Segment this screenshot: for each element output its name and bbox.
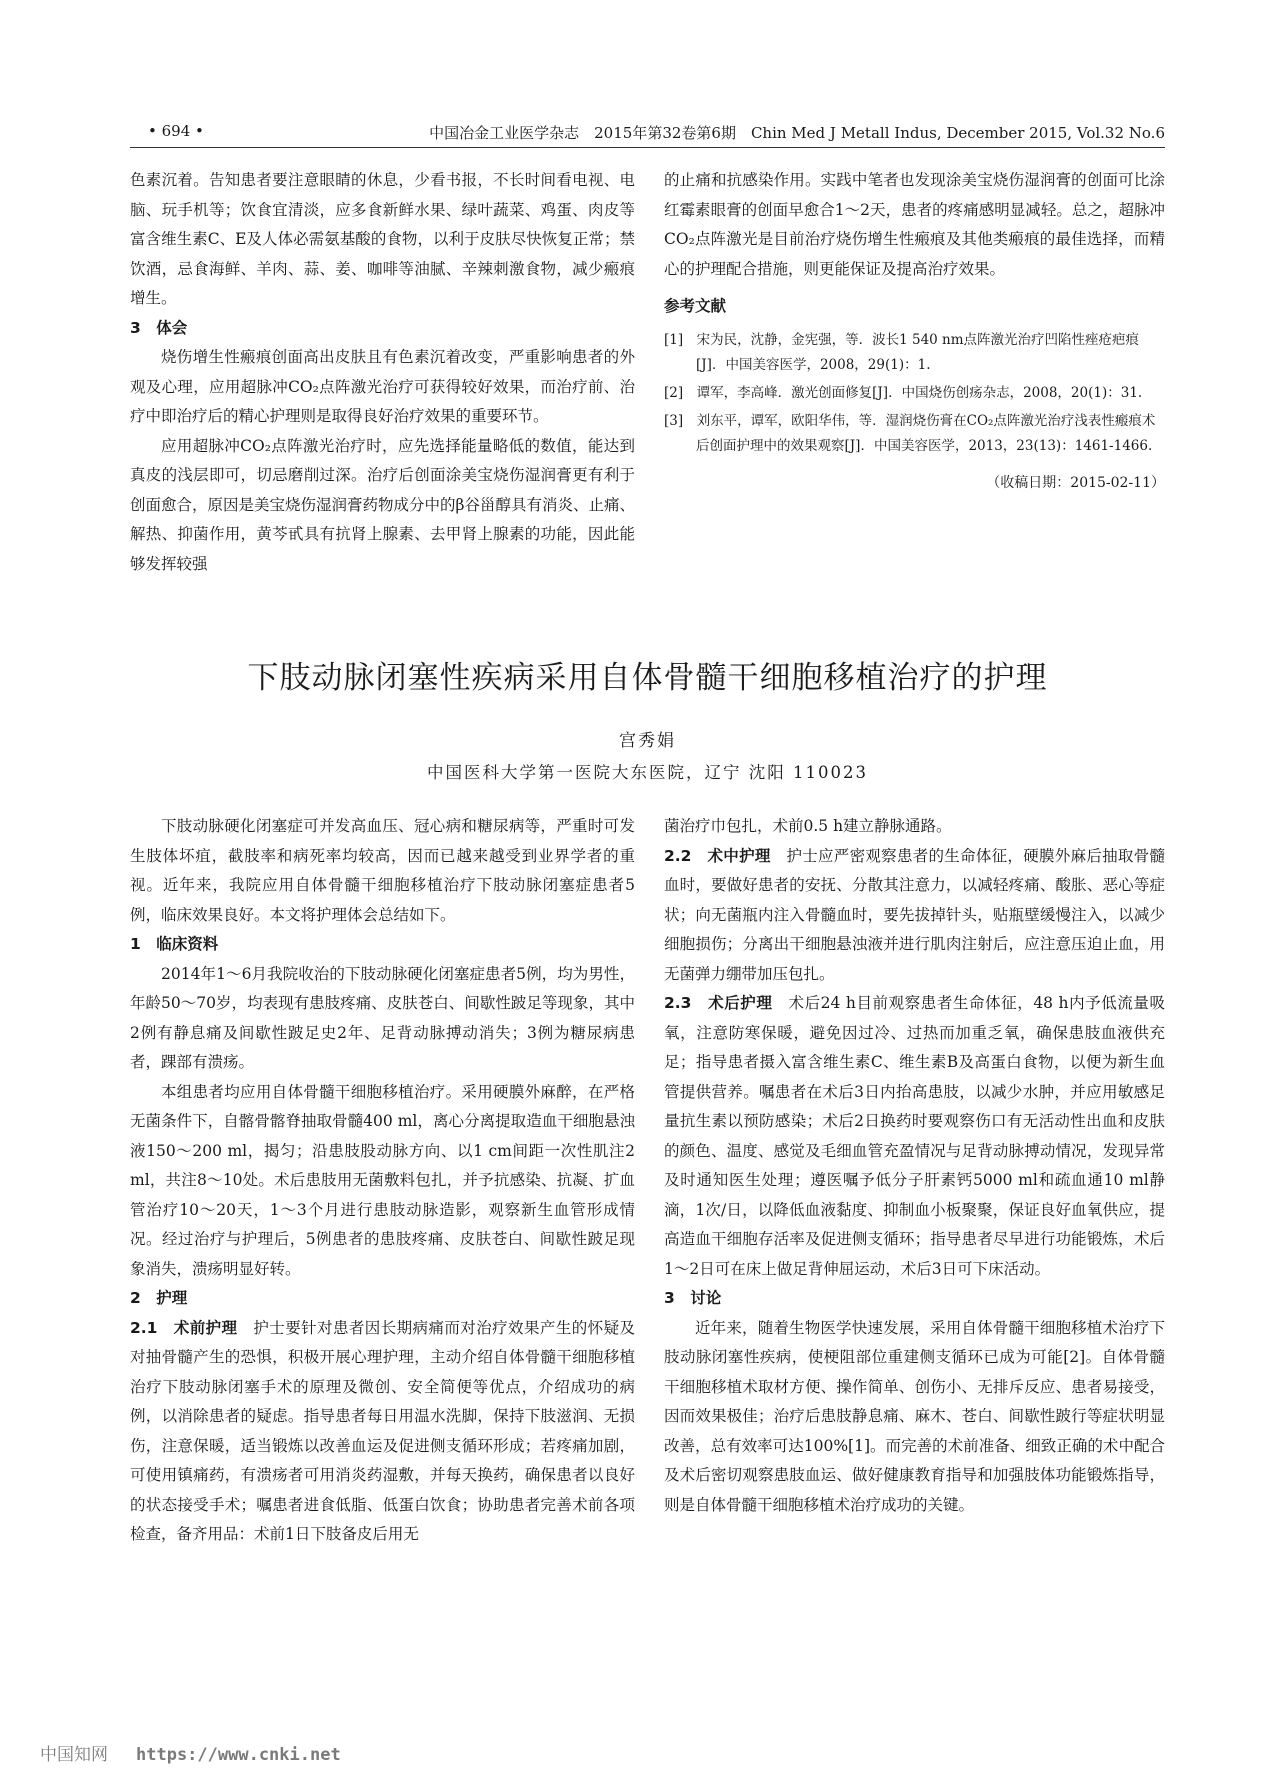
subsection-heading: 2.1 术前护理	[130, 1318, 238, 1337]
article-author: 宫秀娟	[619, 731, 676, 751]
journal-citation: 中国冶金工业医学杂志 2015年第32卷第6期 Chin Med J Metall Indus, December 2015, Vol.32 No.6	[429, 124, 1165, 142]
received-date: （收稿日期：2015-02-11）	[986, 474, 1165, 491]
cnki-watermark	[40, 1740, 341, 1770]
running-header	[130, 120, 1165, 146]
cnki-logo: 中国知网	[40, 1745, 108, 1765]
paragraph: 近年来，随着生物医学快速发展，采用自体骨髓干细胞移植术治疗下肢动脉闭塞性疾病，使梗阻部位重建侧支循环已成为可能[2]。自体骨髓干细胞移植术取材方便、操作简单、创伤小、无排斥反应、患者易接受，因而效果极佳；治疗后患肢静息痛、麻木、苍白、间歇性跛行等症状明显改善，总有效率可达100%[1]。而完善的术前准备、细致正确的术中配合及术后密切观察患肢血运、做好健康教育指导和加强肢体功能锻炼指导，则是自体骨髓干细胞移植术治疗成功的关键。	[664, 1318, 1165, 1514]
cnki-url[interactable]: https://www.cnki.net	[136, 1745, 341, 1765]
paragraph	[664, 842, 1165, 990]
reference-list	[664, 328, 1165, 459]
header-rule	[130, 147, 1165, 148]
paragraph: 烧伤增生性瘢痕创面高出皮肤且有色素沉着改变，严重影响患者的外观及心理，应用超脉冲CO₂点阵激光治疗可获得较好效果，而治疗前、治疗中即治疗后的精心护理则是取得良好治疗效果的重要环节。	[130, 348, 635, 425]
paragraph: 的止痛和抗感染作用。实践中笔者也发现涂美宝烧伤湿润膏的创面可比涂红霉素眼膏的创面早愈合1～2天，患者的疼痛感明显减轻。总之，超脉冲CO₂点阵激光是目前治疗烧伤增生性瘢痕及其他类瘢痕的最佳选择，而精心的护理配合措施，则更能保证及提高治疗效果。	[664, 171, 1165, 278]
paragraph-text: 护士应严密观察患者的生命体征，硬膜外麻后抽取骨髓血时，要做好患者的安抚、分散其注意力，以减轻疼痛、酸胀、恶心等症状；向无菌瓶内注入骨髓血时，要先拔掉针头，贴瓶壁缓慢注入，以减少细胞损伤；分离出干细胞悬浊液并进行肌肉注射后，应注意压迫止血，用无菌弹力绷带加压包扎。	[664, 846, 1165, 983]
article-title: 下肢动脉闭塞性疾病采用自体骨髓干细胞移植治疗的护理	[247, 660, 1048, 696]
paragraph-text: 术后24 h目前观察患者生命体征，48 h内予低流量吸氧，注意防寒保暖，避免因过冷、过热而加重乏氧，确保患肢血液供充足；指导患者摄入富含维生素C、维生素B及高蛋白食物，以便为新生血管提供营养。嘱患者在术后3日内抬高患肢，以减少水肿，并应用敏感足量抗生素以预防感染；术后2日换药时要观察伤口有无活动性出血和皮肤的颜色、温度、感觉及毛细血管充盈情况与足背动脉搏动情况，发现异常及时通知医生处理；遵医嘱予低分子肝素钙5000 ml和疏血通10 ml静滴，1次/日，以降低血液黏度、抑制血小板聚聚，保证良好血氧供应，提高造血干细胞存活率及促进侧支循环；指导患者尽早进行功能锻炼，术后1～2日可在床上做足背伸屈运动，术后3日可下床活动。	[664, 994, 1165, 1278]
article-affiliation: 中国医科大学第一医院大东医院，辽宁 沈阳 110023	[427, 763, 868, 782]
section-heading: 3 体会	[130, 318, 188, 337]
paragraph: 色素沉着。告知患者要注意眼睛的休息，少看书报，不长时间看电视、电脑、玩手机等；饮食宜清淡，应多食新鲜水果、绿叶蔬菜、鸡蛋、肉皮等富含维生素C、E及人体必需氨基酸的食物，以利于皮肤尽快恢复正常；禁饮酒，忌食海鲜、羊肉、蒜、姜、咖啡等油腻、辛辣刺激食物，减少瘢痕增生。	[130, 171, 635, 307]
section-heading: 2 护理	[130, 1289, 188, 1307]
references-heading: 参考文献	[664, 297, 727, 315]
reference-item: [2] 谭军，李高峰．激光创面修复[J]．中国烧伤创疡杂志，2008，20(1)：31.	[664, 384, 1143, 401]
body-right-column	[664, 812, 1165, 1520]
reference-item: [3] 刘东平，谭军，欧阳华伟，等．湿润烧伤膏在CO₂点阵激光治疗浅表性瘢痕术后创面护理中的效果观察[J]．中国美容医学，2013，23(13)：1461-1466.	[664, 412, 1156, 454]
page-number: • 694 •	[148, 122, 204, 140]
section-heading: 3 讨论	[664, 1289, 722, 1307]
paragraph: 本组患者均应用自体骨髓干细胞移植治疗。采用硬膜外麻醉，在严格无菌条件下，自髂骨髂脊抽取骨髓400 ml，离心分离提取造血干细胞悬浊液150～200 ml，揭匀；沿患肢股动脉方向、以1 cm间距一次性肌注2 ml，共注8～10处。术后患肢用无菌敷料包扎，并予抗感染、抗凝、扩血管治疗10～20天，1～3个月进行患肢动脉造影，观察新生血管形成情况。经过治疗与护理后，5例患者的患肢疼痛、皮肤苍白、间歇性跛足现象消失，溃疡明显好转。	[130, 1082, 635, 1278]
body-left-column	[130, 812, 635, 1550]
paragraph	[130, 1314, 635, 1550]
paragraph-text: 护士要针对患者因长期病痛而对治疗效果产生的怀疑及对抽骨髓产生的恐惧，积极开展心理护理，主动介绍自体骨髓干细胞移植治疗下肢动脉闭塞手术的原理及微创、安全简便等优点，介绍成功的病例，以消除患者的疑虑。指导患者每日用温水洗脚，保持下肢滋润、无损伤，注意保暖，适当锻炼以改善血运及促进侧支循环形成；若疼痛加剧，可使用镇痛药，有溃疡者可用消炎药湿敷，并每天换药，确保患者以良好的状态接受手术；嘱患者进食低脂、低蛋白饮食；协助患者完善术前各项检查，备齐用品：术前1日下肢备皮后用无	[130, 1318, 635, 1543]
paragraph: 2014年1～6月我院收治的下肢动脉硬化闭塞症患者5例，均为男性，年龄50～70岁，均表现有患肢疼痛、皮肤苍白、间歇性跛足等现象，其中2例有静息痛及间歇性跛足史2年、足背动脉搏动消失；3例为糖尿病患者，踝部有溃疡。	[130, 964, 635, 1071]
subsection-heading: 2.3 术后护理	[664, 994, 773, 1012]
section-heading: 1 临床资料	[130, 935, 219, 953]
paragraph: 菌治疗巾包扎，术前0.5 h建立静脉通路。	[664, 817, 952, 835]
prev-article-right-column	[664, 166, 1165, 498]
paragraph: 下肢动脉硬化闭塞症可并发高血压、冠心病和糖尿病等，严重时可发生肢体坏疽，截肢率和病死率均较高，因而已越来越受到业界学者的重视。近年来，我院应用自体骨髓干细胞移植治疗下肢动脉闭塞症患者5例，临床效果良好。本文将护理体会总结如下。	[130, 817, 635, 924]
prev-article-left-column	[130, 166, 635, 579]
subsection-heading: 2.2 术中护理	[664, 846, 771, 865]
paragraph: 应用超脉冲CO₂点阵激光治疗时，应先选择能量略低的数值，能达到真皮的浅层即可，切忌磨削过深。治疗后创面涂美宝烧伤湿润膏更有利于创面愈合，原因是美宝烧伤湿润膏药物成分中的β谷甾醇具有消炎、止痛、解热、抑菌作用，黄芩甙具有抗肾上腺素、去甲肾上腺素的功能，因此能够发挥较强	[130, 436, 635, 573]
paragraph	[664, 989, 1165, 1284]
reference-item: [1] 宋为民，沈静，金宪强，等．波长1 540 nm点阵激光治疗凹陷性痤疮疤痕[J]．中国美容医学，2008，29(1)：1.	[664, 331, 1140, 373]
